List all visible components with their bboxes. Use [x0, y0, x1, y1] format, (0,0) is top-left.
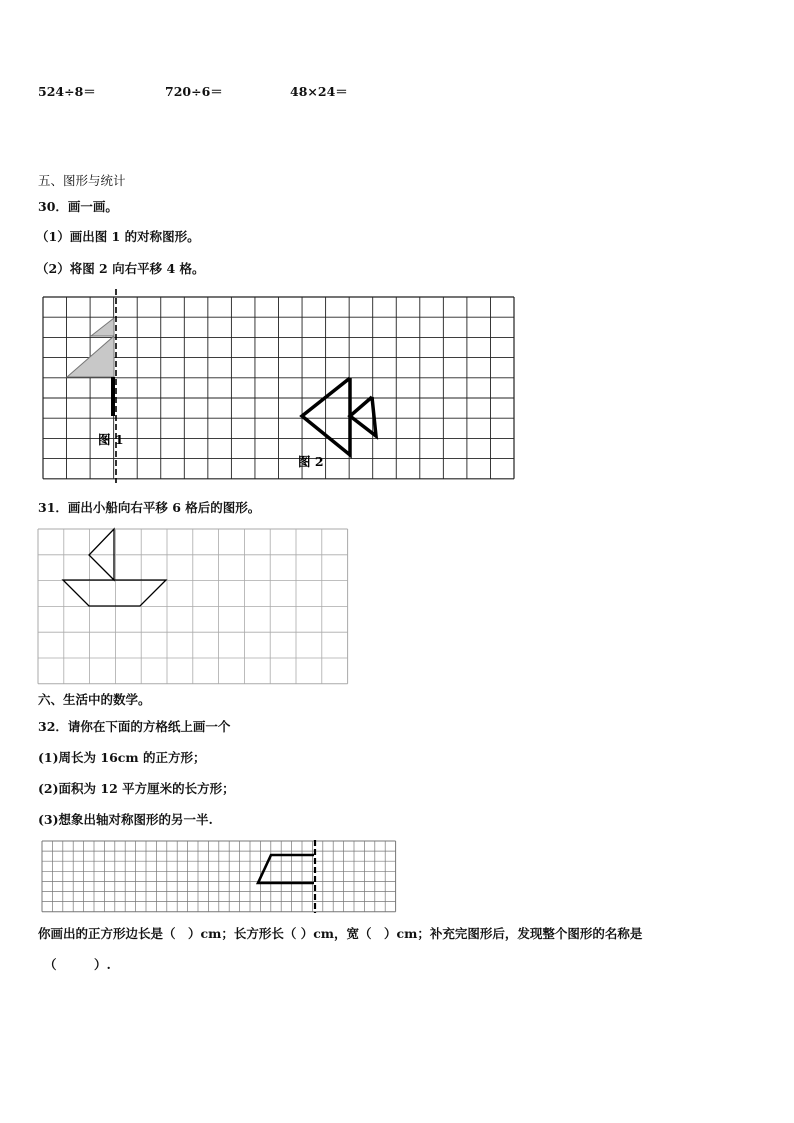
section-five-heading: 五、图形与统计 [38, 173, 126, 188]
fig2-label: 图 2 [298, 454, 324, 469]
half-figure-outline [258, 855, 314, 883]
q30-title: 30．画一画。 [38, 199, 118, 214]
q31-title: 31．画出小船向右平移 6 格后的图形。 [38, 500, 261, 515]
fig1-label: 图 1 [98, 432, 124, 447]
q32-answer-line1: 你画出的正方形边长是（ ）cm；长方形长（ ）cm，宽（ ）cm；补充完图形后，发现整个图形的名称是 [38, 926, 643, 941]
q30-sub1: （1）画出图 1 的对称图形。 [36, 229, 200, 244]
q32-title: 32．请你在下面的方格纸上画一个 [38, 719, 231, 734]
calc-3: 48×24＝ [290, 84, 348, 99]
q32-answer-line2: （ ）. [44, 957, 111, 972]
q32-item2: (2)面积为 12 平方厘米的长方形； [38, 781, 235, 796]
q32-item3: (3)想象出轴对称图形的另一半. [38, 812, 213, 827]
q32-item1: (1)周长为 16cm 的正方形； [38, 750, 206, 765]
calc-1: 524÷8＝ [38, 84, 96, 99]
section-six-heading: 六、生活中的数学。 [38, 692, 151, 707]
q32-grid-lines [42, 841, 396, 912]
calc-2: 720÷6＝ [165, 84, 223, 99]
q30-sub2: （2）将图 2 向右平移 4 格。 [36, 261, 205, 276]
